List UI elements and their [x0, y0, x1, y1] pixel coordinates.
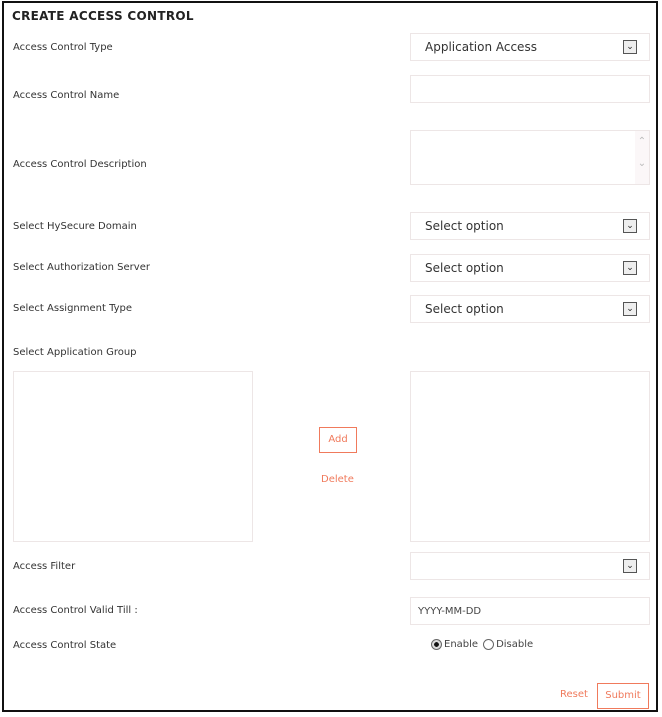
hysecure-domain-select[interactable] — [410, 212, 650, 240]
disable-label[interactable]: Disable — [496, 639, 534, 650]
access-control-name-input[interactable] — [410, 75, 650, 103]
assignment-type-label: Select Assignment Type — [13, 303, 133, 314]
chevron-down-icon: ⌄ — [623, 261, 637, 275]
selected-value: Application Access — [425, 40, 537, 54]
state-radio-group — [431, 639, 533, 650]
scroll-down-icon[interactable]: ⌄ — [637, 158, 647, 169]
application-group-label: Select Application Group — [13, 347, 137, 358]
enable-radio[interactable] — [431, 639, 442, 650]
enable-label[interactable]: Enable — [444, 639, 479, 650]
date-placeholder: YYYY-MM-DD — [418, 606, 482, 617]
state-label: Access Control State — [13, 640, 117, 651]
access-control-name-label: Access Control Name — [13, 90, 120, 101]
access-control-type-select[interactable] — [410, 33, 650, 61]
scrollbar[interactable] — [635, 131, 649, 184]
selected-value: Select option — [425, 219, 504, 233]
authorization-server-label: Select Authorization Server — [13, 262, 150, 273]
add-button[interactable]: Add — [319, 427, 357, 453]
access-filter-select[interactable] — [410, 552, 650, 580]
chevron-down-icon: ⌄ — [623, 219, 637, 233]
hysecure-domain-label: Select HySecure Domain — [13, 221, 137, 232]
selected-value: Select option — [425, 302, 504, 316]
access-filter-label: Access Filter — [13, 561, 76, 572]
valid-till-label: Access Control Valid Till : — [13, 605, 138, 616]
access-control-description-label: Access Control Description — [13, 159, 147, 170]
create-access-control-form — [2, 1, 658, 712]
selected-groups-list[interactable] — [410, 371, 650, 542]
reset-button[interactable]: Reset — [560, 689, 588, 700]
valid-till-input[interactable] — [410, 597, 650, 625]
scroll-up-icon[interactable]: ⌃ — [637, 136, 647, 147]
chevron-down-icon: ⌄ — [623, 302, 637, 316]
access-control-description-textarea[interactable] — [410, 130, 650, 185]
chevron-down-icon: ⌄ — [623, 40, 637, 54]
available-groups-list[interactable] — [13, 371, 253, 542]
selected-value: Select option — [425, 261, 504, 275]
page-title: CREATE ACCESS CONTROL — [12, 9, 194, 23]
chevron-down-icon: ⌄ — [623, 559, 637, 573]
access-control-type-label: Access Control Type — [13, 42, 113, 53]
disable-radio[interactable] — [483, 639, 494, 650]
submit-button[interactable]: Submit — [597, 683, 649, 709]
assignment-type-select[interactable] — [410, 295, 650, 323]
authorization-server-select[interactable] — [410, 254, 650, 282]
delete-button[interactable]: Delete — [321, 474, 354, 485]
